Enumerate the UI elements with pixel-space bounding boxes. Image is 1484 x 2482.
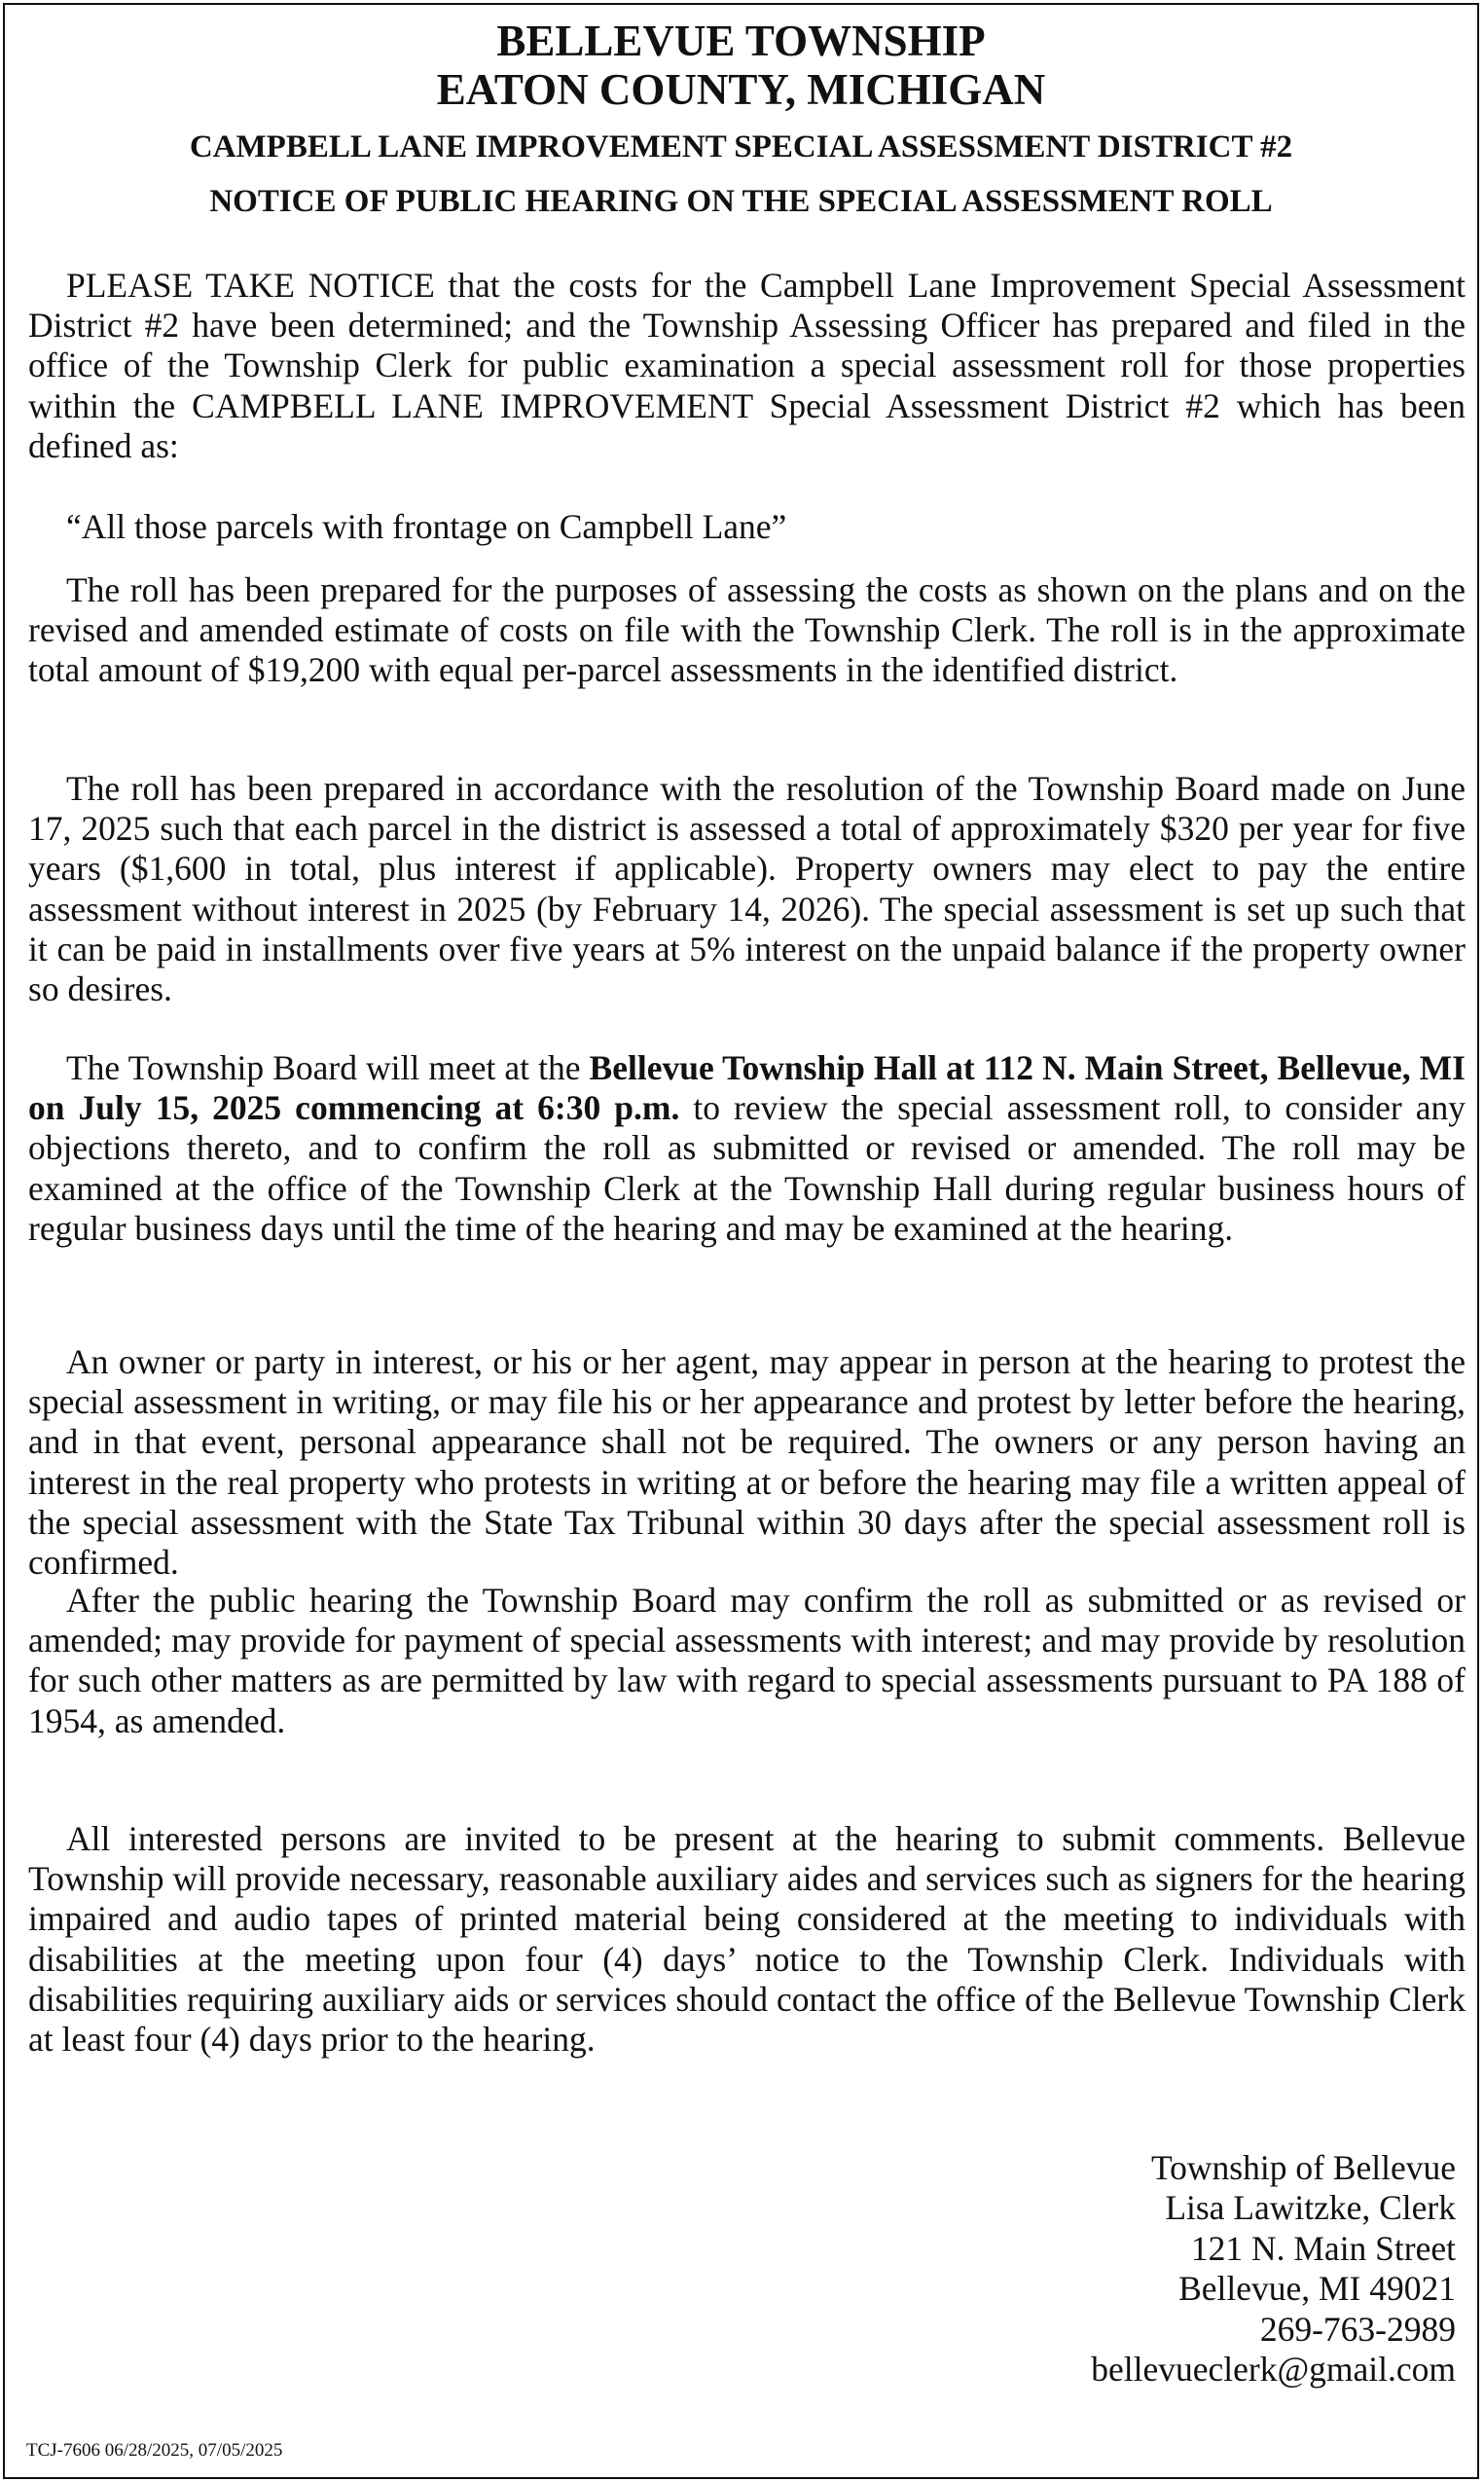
paragraph-meeting [28,1048,1466,1249]
meeting-location-time: Bellevue Township Hall at 112 N. Main Street, Bellevue, MI on July 15, 2025 commencing at 6:30 p.m. [28,1048,1466,1128]
paragraph-notice: PLEASE TAKE NOTICE that the costs for the Campbell Lane Improvement Special Assessment District #2 have been determined; and the Township Assessing Officer has prepared and filed in the office of the Township Clerk for public examination a special assessment roll for those properties within the CAMPBELL LANE IMPROVEMENT Special Assessment District #2 which has been defined as: [28,266,1466,465]
meeting-details: to review the special assessment roll, to consider any objections thereto, and to confirm the roll as submitted or revised or amended. The roll may be examined at the office of the Township Clerk at the Township Hall during regular business hours of regular business days until the time of the hearing and may be examined at the hearing. [28,1088,1466,1248]
district-title: CAMPBELL LANE IMPROVEMENT SPECIAL ASSESSMENT DISTRICT #2 [189,129,1293,164]
signature-township: Township of Bellevue [1150,2148,1456,2187]
signature-email: bellevueclerk@gmail.com [1091,2350,1456,2390]
notice-title: NOTICE OF PUBLIC HEARING ON THE SPECIAL ASSESSMENT ROLL [209,184,1273,219]
publication-id: TCJ-7606 06/28/2025, 07/05/2025 [26,2440,283,2461]
signature-clerk: Lisa Lawitzke, Clerk [1165,2188,1456,2228]
paragraph-accessibility: All interested persons are invited to be present at the hearing to submit comments. Bellevue Township will provide necessary, reasonable auxiliary aides and services such as signers for the hearing impaired and audio tapes of printed material being considered at the meeting to individuals with disabilities at the meeting upon four (4) days’ notice to the Township Clerk. Individuals with disabilities requiring auxiliary aids or services should contact the office of the Bellevue Township Clerk at least four (4) days prior to the hearing. [28,1819,1466,2060]
signature-city: Bellevue, MI 49021 [1178,2269,1456,2309]
county-title: EATON COUNTY, MICHIGAN [436,65,1046,114]
paragraph-confirmation: After the public hearing the Township Board may confirm the roll as submitted or as revised or amended; may provide for payment of special assessments with interest; and may provide by resolution for such other matters as are permitted by law with regard to special assessments pursuant to PA 188 of 1954, as amended. [28,1581,1466,1740]
paragraph-protest: An owner or party in interest, or his or her agent, may appear in person at the hearing to protest the special assessment in writing, or may file his or her appearance and protest by letter before the hearing, and in that event, personal appearance shall not be required. The owners or any person having an interest in the real property who protests in writing at or before the hearing may file a written appeal of the special assessment with the State Tax Tribunal within 30 days after the special assessment roll is confirmed. [28,1342,1466,1583]
signature-block [1091,2148,1456,2390]
legal-notice [3,3,1479,2479]
paragraph-roll-amount: The roll has been prepared for the purposes of assessing the costs as shown on the plans and on the revised and amended estimate of costs on file with the Township Clerk. The roll is in the approximate total amount of $19,200 with equal per-parcel assessments in the identified district. [28,570,1466,690]
paragraph-resolution: The roll has been prepared in accordance with the resolution of the Township Board made on June 17, 2025 such that each parcel in the district is assessed a total of approximately $320 per year for five years ($1,600 in total, plus interest if applicable). Property owners may elect to pay the entire assessment without interest in 2025 (by February 14, 2026). The special assessment is set up such that it can be paid in installments over five years at 5% interest on the unpaid balance if the property owner so desires. [28,769,1466,1009]
signature-phone: 269-763-2989 [1259,2309,1456,2349]
district-definition-quote: “All those parcels with frontage on Campbell Lane” [66,507,787,546]
signature-street: 121 N. Main Street [1190,2228,1456,2268]
meeting-intro: The Township Board will meet at the [66,1048,590,1087]
township-title: BELLEVUE TOWNSHIP [496,17,986,65]
